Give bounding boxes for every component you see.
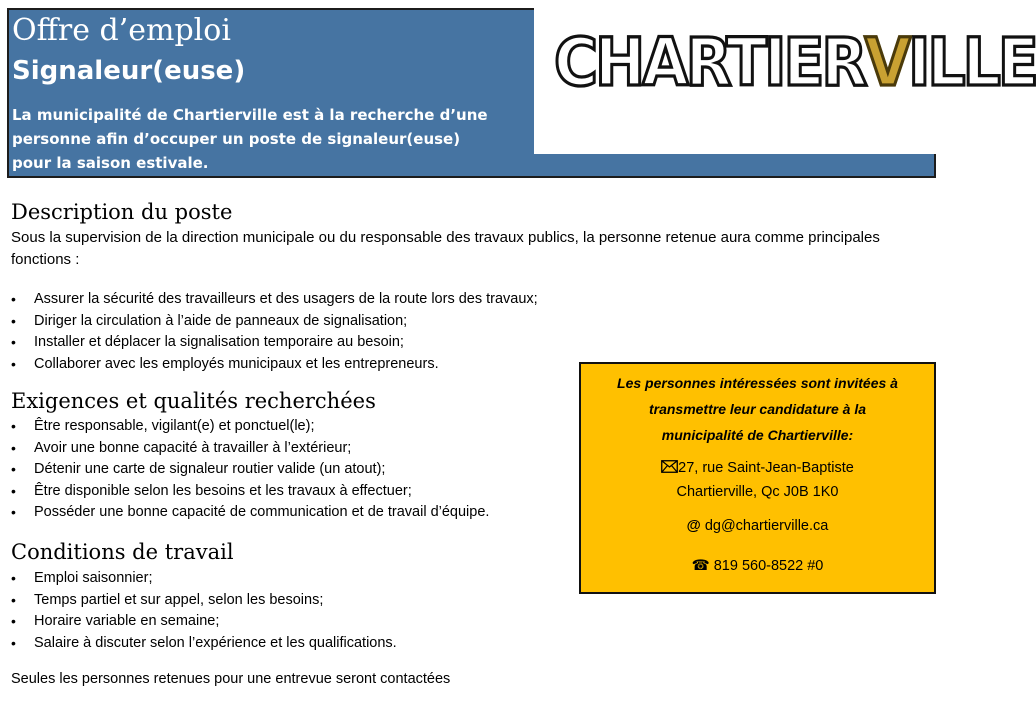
list-item: • Diriger la circulation à l’aide de panneaux de signalisation; [11,311,538,333]
logo-text-tail: ILLE [908,24,1036,102]
invite-line: transmettre leur candidature à la [648,401,867,417]
email-line[interactable] [581,516,934,536]
contact-box [579,362,936,594]
offer-title: Offre d’emploi [12,13,231,48]
intro-line: pour la saison estivale. [12,154,209,172]
list-item: • Collaborer avec les employés municipaux et les entrepreneurs. [11,354,538,376]
intro-text [12,103,532,175]
invite-line: municipalité de Chartierville: [661,427,854,443]
envelope-icon [661,460,678,476]
phone-number: 819 560-8522 #0 [713,558,824,574]
at-icon: @ [686,518,701,534]
list-item: • Salaire à discuter selon l’expérience et les qualifications. [11,633,397,655]
list-item: • Être disponible selon les besoins et les travaux à effectuer; [11,481,489,503]
email-link[interactable]: dg@chartierville.ca [704,518,829,534]
job-title: Signaleur(euse) [12,56,246,86]
address-line-1: 27, rue Saint-Jean-Baptiste [678,460,854,476]
intro-line: personne afin d’occuper un poste de signaleur(euse) [12,130,461,148]
logo [534,8,1036,154]
conditions-list [11,568,397,654]
list-item: • Détenir une carte de signaleur routier valide (un atout); [11,459,489,481]
list-item: • Temps partiel et sur appel, selon les besoins; [11,590,397,612]
intro-line: La municipalité de Chartierville est à la recherche d’une [12,106,488,124]
telephone-icon: ☎ [691,558,710,574]
description-list [11,289,538,375]
description-intro: Sous la supervision de la direction municipale ou du responsable des travaux publics, la personne retenue aura comme principales fonctions : [11,229,880,268]
description-heading: Description du poste [11,200,233,224]
list-item: • Horaire variable en semaine; [11,611,397,633]
address-line-2: Chartierville, Qc J0B 1K0 [676,484,839,500]
logo-wordmark [554,24,1036,102]
closing-note: Seules les personnes retenues pour une entrevue seront contactées [11,671,451,687]
logo-text-accent: V [864,24,909,102]
list-item: • Avoir une bonne capacité à travailler à l’extérieur; [11,438,489,460]
list-item: • Posséder une bonne capacité de communication et de travail d’équipe. [11,502,489,524]
list-item: • Installer et déplacer la signalisation temporaire au besoin; [11,332,538,354]
list-item: • Emploi saisonnier; [11,568,397,590]
conditions-heading: Conditions de travail [11,540,234,564]
phone-line [581,556,934,576]
invite-line: Les personnes intéressées sont invitées à [617,375,898,391]
mailing-address [581,456,934,504]
logo-text-main: CHARTIER [554,24,865,102]
list-item: • Assurer la sécurité des travailleurs et des usagers de la route lors des travaux; [11,289,538,311]
requirements-heading: Exigences et qualités recherchées [11,389,376,413]
list-item: • Être responsable, vigilant(e) et ponctuel(le); [11,416,489,438]
contact-invite [591,370,924,448]
requirements-list [11,416,489,524]
